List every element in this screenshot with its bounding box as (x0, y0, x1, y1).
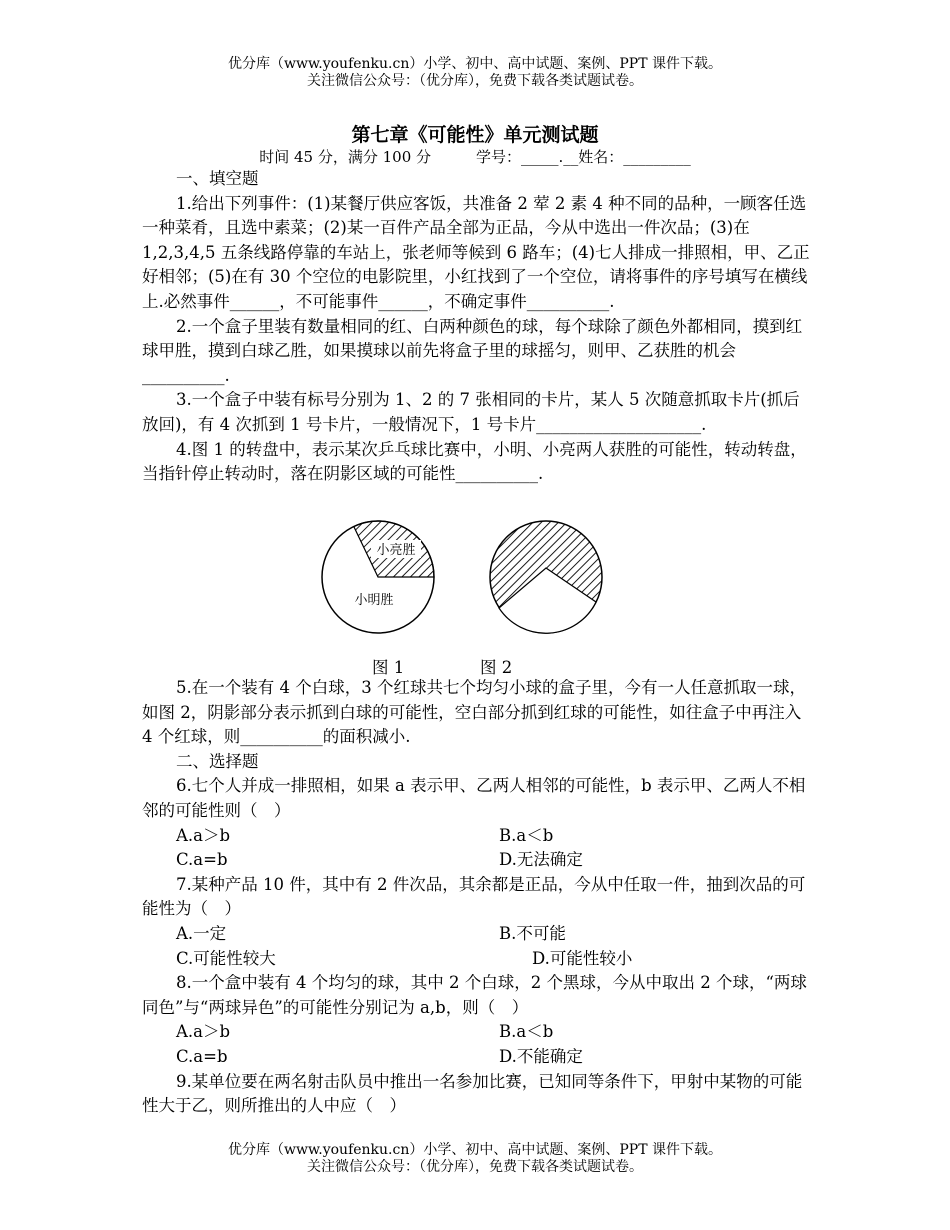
q7-option-a: A.一定 (176, 923, 227, 943)
q6-option-b: B.a＜b (499, 825, 554, 845)
q6-options-row-1 (142, 824, 812, 849)
figures (0, 520, 950, 680)
q8-option-a: A.a＞b (176, 1022, 231, 1042)
q7-option-c: C.可能性较大 (176, 948, 276, 968)
question-2: 2.一个盒子里装有数量相同的红、白两种颜色的球，每个球除了颜色外都相同，摸到红球甲胜，摸到白球乙胜，如果摸球以前先将盒子里的球摇匀，则甲、乙获胜的机会__________. (142, 316, 803, 385)
content-part-1 (142, 167, 812, 487)
question-7: 7.某种产品 10 件，其中有 2 件次品，其余都是正品，今从中任取一件，抽到次品的可能性为（ ） (142, 874, 806, 919)
q8-options-row-1 (142, 1020, 812, 1045)
question-8: 8.一个盒中装有 4 个均匀的球，其中 2 个白球，2 个黑球，今从中取出 2 个球，“两球同色”与“两球异色”的可能性分别记为 a,b，则（ ） (142, 973, 807, 1017)
header-line-1: 优分库（www.youfenku.cn）小学、初中、高中试题、案例、PPT 课件下载。 (227, 56, 722, 72)
q6-option-a: A.a＞b (176, 825, 231, 845)
section-heading-fill-blank: 一、填空题 (176, 169, 259, 188)
footer-line-1: 优分库（www.youfenku.cn）小学、初中、高中试题、案例、PPT 课件下载。 (227, 1142, 722, 1158)
section-heading-choice: 二、选择题 (176, 751, 259, 771)
page-title: 第七章《可能性》单元测试题 (351, 124, 599, 146)
label-xiaoliang-wins: 小亮胜 (376, 543, 416, 558)
q8-option-d: D.不能确定 (499, 1046, 583, 1066)
figure-2-caption: 图 2 (480, 658, 513, 677)
label-xiaoming-wins: 小明胜 (354, 593, 394, 608)
q7-options-row-2 (142, 947, 812, 972)
footer-line-2: 关注微信公众号：（优分库），免费下载各类试题试卷。 (307, 1159, 643, 1175)
figure-2-spinner (490, 521, 602, 633)
q8-options-row-2 (142, 1045, 812, 1070)
question-3: 3.一个盒子中装有标号分别为 1、2 的 7 张相同的卡片，某人 5 次随意抓取卡片(抓后放回)，有 4 次抓到 1 号卡片，一般情况下，1 号卡片____________________. (142, 390, 800, 434)
figures-svg (0, 520, 950, 650)
q7-option-b: B.不可能 (499, 923, 566, 943)
question-4: 4.图 1 的转盘中，表示某次乒乓球比赛中，小明、小亮两人获胜的可能性，转动转盘，当指针停止转动时，落在阴影区域的可能性__________. (142, 439, 807, 484)
page-footer (0, 1142, 950, 1176)
question-1: 1.给出下列事件：(1)某餐厅供应客饭，共准备 2 荤 2 素 4 种不同的品种，一顾客任选一种菜肴，且选中素菜；(2)某一百件产品全部为正品，今从中选出一件次品；(3)在 1,2,3,4,5 五条线路停靠的车站上，张老师等候到 6 路车；(4)七人排成一排照相，甲、乙正好相邻；(5)在有 30 个空位的电影院里，小红找到了一个空位，请将事件的序号填写在横线上.必然事件______，不可能事件______，不确定事件__________. (142, 193, 810, 311)
q6-options-row-2 (142, 848, 812, 873)
header-line-2: 关注微信公众号：（优分库），免费下载各类试题试卷。 (307, 73, 643, 89)
q7-option-d: D.可能性较小 (532, 948, 633, 968)
exam-meta: 时间 45 分，满分 100 分 学号：_____.__姓名：_________ (259, 148, 691, 166)
figure-1-spinner (322, 521, 434, 633)
q8-option-b: B.a＜b (499, 1022, 554, 1042)
content-part-2 (142, 676, 812, 1119)
question-5: 5.在一个装有 4 个白球，3 个红球共七个均匀小球的盒子里，今有一人任意抓取一球，如图 2，阴影部分表示抓到白球的可能性，空白部分抓到红球的可能性，如往盒子中再注入 4 个红球，则__________的面积减小. (142, 678, 806, 747)
q7-options-row-1 (142, 922, 812, 947)
figure-1-caption: 图 1 (372, 658, 405, 677)
q6-option-c: C.a=b (176, 850, 228, 870)
page-header (0, 56, 950, 90)
q8-option-c: C.a=b (176, 1046, 228, 1066)
question-9: 9.某单位要在两名射击队员中推出一名参加比赛，已知同等条件下，甲射中某物的可能性大于乙，则所推出的人中应（ ） (142, 1071, 803, 1116)
q6-option-d: D.无法确定 (499, 850, 583, 870)
question-6: 6.七个人并成一排照相，如果 a 表示甲、乙两人相邻的可能性，b 表示甲、乙两人不相邻的可能性则（ ） (142, 776, 806, 820)
